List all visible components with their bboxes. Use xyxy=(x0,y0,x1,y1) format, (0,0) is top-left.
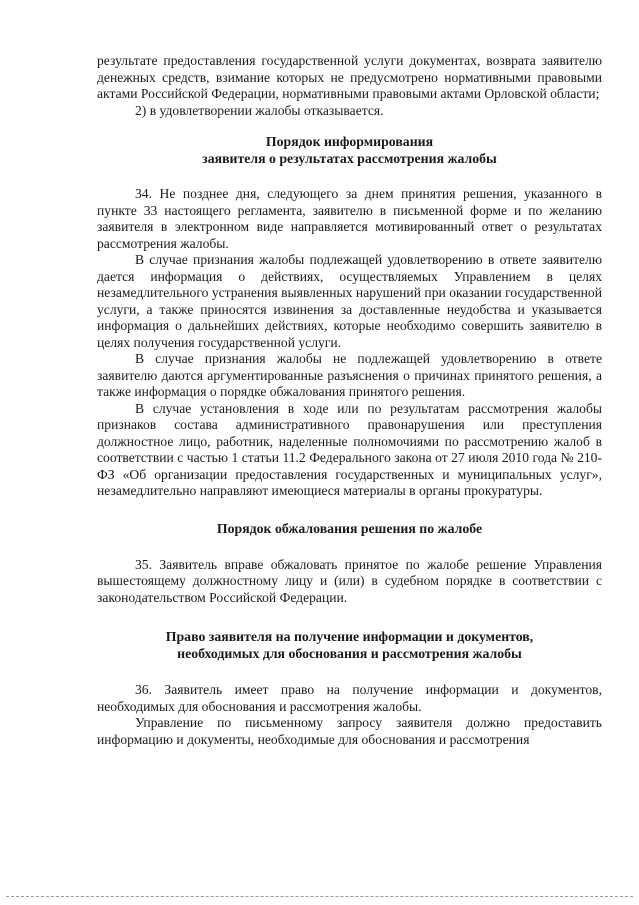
heading-line: Порядок обжалования решения по жалобе xyxy=(216,520,483,536)
heading-line: Право заявителя на получение информации и документов, xyxy=(165,629,534,644)
paragraph-refusal: 2) в удовлетворении жалобы отказывается. xyxy=(135,102,384,118)
document-body xyxy=(97,53,602,748)
section-heading-right-to-information xyxy=(97,628,602,662)
section-heading-informing xyxy=(97,133,602,167)
paragraph-written-request: Управление по письменному запросу заявителя должно предоставить информацию и документы, необходимые для обоснования и рассмотрения xyxy=(97,715,602,747)
heading-line: необходимых для обоснования и рассмотрения жалобы xyxy=(177,646,522,661)
paragraph-36: 36. Заявитель имеет право на получение информации и документов, необходимых для обоснования и рассмотрения жалобы. xyxy=(97,682,602,714)
paragraph-rejected-complaint: В случае признания жалобы не подлежащей удовлетворению в ответе заявителю даются аргументированные разъяснения о причинах принятого решения, а также информация о порядке обжалования принятого решения. xyxy=(97,351,602,399)
scan-bottom-edge xyxy=(6,896,633,897)
paragraph-34: 34. Не позднее дня, следующего за днем принятия решения, указанного в пункте 33 настоящего регламента, заявителю в письменной форме и по желанию заявителя в электронном виде направляется мотивированный ответ о результатах рассмотрения жалобы. xyxy=(97,186,602,251)
section-heading-appeal xyxy=(97,520,602,537)
paragraph-satisfied-complaint: В случае признания жалобы подлежащей удовлетворению в ответе заявителю дается информация о действиях, осуществляемых Управлением в целях незамедлительного устранения выявленных нарушений при оказании государственной услуги, а также приносятся извинения за доставленные неудобства и указывается информация о дальнейших действиях, которые необходимо совершить заявителю в целях получения государственной услуги. xyxy=(97,252,602,350)
heading-line: заявителя о результатах рассмотрения жалобы xyxy=(202,151,497,166)
heading-line: Порядок информирования xyxy=(265,134,434,149)
paragraph-35: 35. Заявитель вправе обжаловать принятое по жалобе решение Управления вышестоящему должностному лицу и (или) в судебном порядке в соответствии с законодательством Российской Федерации. xyxy=(97,556,602,605)
paragraph-violation-found: В случае установления в ходе или по результатам рассмотрения жалобы признаков состава административного правонарушения или преступления должностное лицо, работник, наделенные полномочиями по рассмотрению жалоб в соответствии с частью 1 статьи 11.2 Федерального закона от 27 июля 2010 года № 210-ФЗ «Об организации предоставления государственных и муниципальных услуг», незамедлительно направляют имеющиеся материалы в органы прокуратуры. xyxy=(97,400,602,498)
paragraph-continuation: результате предоставления государственной услуги документах, возврата заявителю денежных средств, взимание которых не предусмотрено нормативными правовыми актами Российской Федерации, нормативными правовыми актами Орловской области; xyxy=(97,53,602,101)
